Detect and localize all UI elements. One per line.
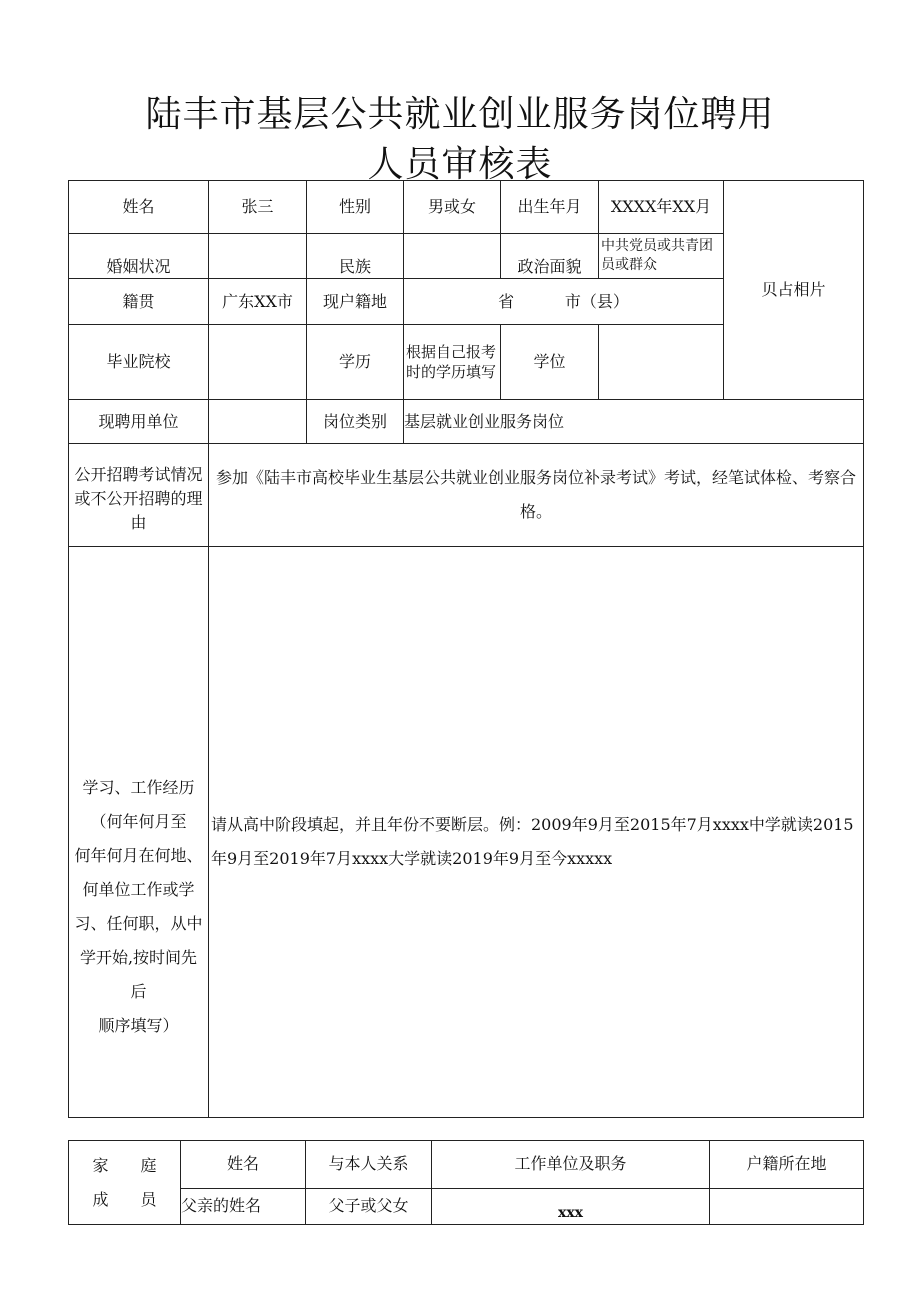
political-label-text: 政治面貌 <box>517 257 582 276</box>
experience-label-line: 何单位工作或学 <box>82 880 195 900</box>
exam-value[interactable]: 参加《陆丰市高校毕业生基层公共就业创业服务岗位补录考试》考试，经笔试体检、考察合格。 <box>209 444 864 547</box>
family-header-relation: 与本人关系 <box>306 1141 432 1189</box>
school-value[interactable] <box>209 325 307 400</box>
post-type-value[interactable]: 基层就业创业服务岗位 <box>404 400 864 444</box>
ethnicity-value[interactable] <box>404 234 501 279</box>
hukou-label: 现户籍地 <box>307 279 404 325</box>
birth-value[interactable]: XXXX年XX月 <box>599 181 724 234</box>
experience-label-line: 学开始,按时间先 <box>79 948 198 968</box>
experience-label-line: 学习、工作经历 <box>82 778 195 798</box>
family-label-line: 成 员 <box>92 1189 157 1209</box>
native-value[interactable]: 广东XX市 <box>209 279 307 325</box>
family-header-work: 工作单位及职务 <box>432 1141 710 1189</box>
family-row-relation[interactable]: 父子或父女 <box>306 1189 432 1225</box>
gender-label: 性别 <box>307 181 404 234</box>
marital-value[interactable] <box>209 234 307 279</box>
family-members-table <box>68 1140 864 1225</box>
experience-value[interactable] <box>209 547 864 1118</box>
employer-label: 现聘用单位 <box>69 400 209 444</box>
name-label: 姓名 <box>69 181 209 234</box>
family-row-name[interactable]: 父亲的姓名 <box>181 1189 306 1225</box>
page-subtitle: 人员审核表 <box>367 144 553 185</box>
education-label: 学历 <box>307 325 404 400</box>
employer-value[interactable] <box>209 400 307 444</box>
photo-box[interactable]: 贝占相片 <box>724 181 864 400</box>
native-label: 籍贯 <box>69 279 209 325</box>
post-type-label: 岗位类别 <box>307 400 404 444</box>
exam-label: 公开招聘考试情况或不公开招聘的理由 <box>69 444 209 547</box>
family-label <box>69 1141 181 1225</box>
hukou-value[interactable]: 省 市（县） <box>404 279 724 325</box>
family-row-hukou[interactable] <box>710 1189 864 1225</box>
political-value[interactable]: 中共党员或共青团员或群众 <box>599 234 724 279</box>
experience-label-line: 后 <box>130 982 147 1002</box>
family-row-work[interactable]: xxx <box>432 1189 710 1225</box>
school-label: 毕业院校 <box>69 325 209 400</box>
family-header-hukou: 户籍所在地 <box>710 1141 864 1189</box>
experience-label-line: （何年何月至 <box>90 812 187 832</box>
family-label-line: 家 庭 <box>92 1155 157 1175</box>
experience-value-text: 请从高中阶段填起，并且年份不要断层。例：2009年9月至2015年7月xxxx中学就读2015年9月至2019年7月xxxx大学就读2019年9月至今xxxxx <box>211 815 854 869</box>
degree-label: 学位 <box>501 325 599 400</box>
family-header-name: 姓名 <box>181 1141 306 1189</box>
experience-label-line: 何年何月在何地、 <box>74 846 203 866</box>
page-title: 陆丰市基层公共就业创业服务岗位聘用 <box>145 94 775 135</box>
political-label <box>501 234 599 279</box>
marital-label <box>69 234 209 279</box>
marital-label-text: 婚姻状况 <box>106 257 171 276</box>
gender-value[interactable]: 男或女 <box>404 181 501 234</box>
education-value[interactable]: 根据自己报考时的学历填写 <box>404 325 501 400</box>
degree-value[interactable] <box>599 325 724 400</box>
birth-label: 出生年月 <box>501 181 599 234</box>
experience-label-line: 顺序填写） <box>98 1016 179 1036</box>
audit-form-table <box>68 180 864 1118</box>
experience-label-line: 习、任何职，从中 <box>74 914 203 934</box>
name-value[interactable]: 张三 <box>209 181 307 234</box>
ethnicity-label <box>307 234 404 279</box>
experience-label <box>69 547 209 1118</box>
ethnicity-label-text: 民族 <box>338 257 371 276</box>
